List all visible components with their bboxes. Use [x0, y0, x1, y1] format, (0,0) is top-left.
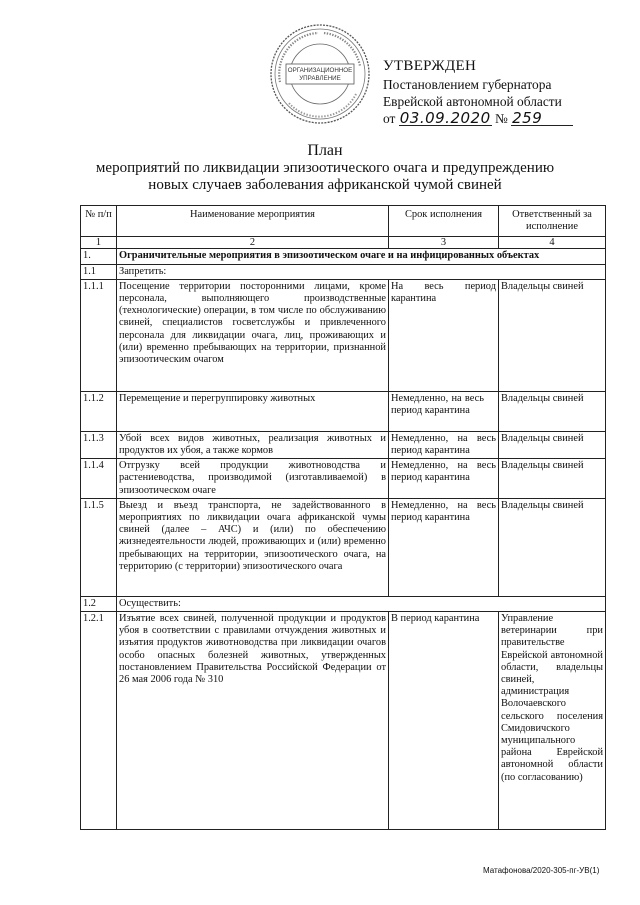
table-row	[81, 498, 606, 596]
number-sign: №	[494, 111, 508, 126]
row-responsible: Владельцы свиней	[499, 431, 606, 458]
row-responsible: Владельцы свиней	[499, 391, 606, 431]
row-num: 1.1.3	[81, 431, 117, 458]
row-name: Убой всех видов животных, реализация животных и продуктов их убоя, а также кормов	[117, 431, 389, 458]
row-term: Немедленно, на весь период карантина	[389, 391, 499, 431]
row-name: Посещение территории посторонними лицами, кроме персонала, выполняющего производственные (технологические) операции, в том числе по обслуживанию свиней, специалистов госветслужбы и привлеченного персонала для ликвидации очага, лиц, проживающих и (или) временно пребывающих на территории, признанной эпизоотическим очагом	[117, 279, 389, 391]
header-name: Наименование мероприятия	[117, 206, 389, 237]
table-row	[81, 264, 606, 279]
table-header-row	[81, 206, 606, 237]
approval-date: 03.09.2020	[399, 109, 491, 127]
row-responsible: Владельцы свиней	[499, 498, 606, 596]
table-row	[81, 391, 606, 431]
row-responsible: Владельцы свиней	[499, 279, 606, 391]
row-term: Немедленно, на весь период карантина	[389, 431, 499, 458]
header-num: № п/п	[81, 206, 117, 237]
row-num: 1.2	[81, 596, 117, 611]
table-row	[81, 459, 606, 499]
row-num: 1.1.5	[81, 498, 117, 596]
row-num: 1.1.4	[81, 459, 117, 499]
table-row	[81, 431, 606, 458]
table-row	[81, 249, 606, 264]
row-name: Отгрузку всей продукции животноводства и растениеводства, производимой (изготавливаемой) в эпизоотическом очаге	[117, 459, 389, 499]
header-term: Срок исполнения	[389, 206, 499, 237]
row-num: 1.2.1	[81, 612, 117, 830]
col-number: 2	[117, 237, 389, 249]
heading-subtitle-line1: мероприятий по ликвидации эпизоотического очага и предупреждению	[95, 160, 555, 176]
row-num: 1.1.2	[81, 391, 117, 431]
stamp-line1: ОРГАНИЗАЦИОННОЕ	[287, 67, 353, 74]
row-name: Изъятие всех свиней, полученной продукции и продуктов убоя в соответствии с правилами отчуждения животных и изъятия продуктов животноводства при ликвидации очагов особо опасных болезней животных, утвержденных постановлением Правительства Российской Федерации от 26 мая 2006 года № 310	[117, 612, 389, 830]
column-numbers-row	[81, 237, 606, 249]
official-stamp-icon	[268, 22, 372, 126]
heading-title: План	[307, 142, 343, 159]
col-number: 3	[389, 237, 499, 249]
row-subsection-title: Осуществить:	[117, 596, 606, 611]
row-term: На весь период карантина	[389, 279, 499, 391]
row-num: 1.1.1	[81, 279, 117, 391]
approval-date-line	[383, 110, 623, 127]
plan-table	[80, 205, 606, 830]
row-term: Немедленно, на весь период карантина	[389, 459, 499, 499]
row-num: 1.1	[81, 264, 117, 279]
row-name: Перемещение и перегруппировку животных	[117, 391, 389, 431]
approval-title: УТВЕРЖДЕН	[383, 58, 477, 74]
header-responsible: Ответственный за исполнение	[499, 206, 606, 237]
row-responsible: Владельцы свиней	[499, 459, 606, 499]
row-subsection-title: Запретить:	[117, 264, 606, 279]
heading-subtitle-line2: новых случаев заболевания африканской чумой свиней	[148, 177, 502, 193]
date-prefix: от	[383, 111, 396, 126]
col-number: 4	[499, 237, 606, 249]
table-row	[81, 612, 606, 830]
approval-block	[383, 58, 623, 127]
row-responsible: Управление ветеринарии при правительстве Еврейской автономной области, владельцы свиней, администрация Волочаевского сельского поселения Смидовичского муниципального района Еврейской автономной области (по согласованию)	[499, 612, 606, 830]
table-row	[81, 596, 606, 611]
row-num: 1.	[81, 249, 117, 264]
row-term: В период карантина	[389, 612, 499, 830]
footer-code: Матафонова/2020-305-пг-УВ(1)	[483, 866, 600, 875]
row-section-title: Ограничительные мероприятия в эпизоотическом очаге и на инфицированных объектах	[117, 249, 606, 264]
row-term: Немедленно, на весь период карантина	[389, 498, 499, 596]
document-heading	[80, 142, 570, 194]
col-number: 1	[81, 237, 117, 249]
row-name: Выезд и въезд транспорта, не задействованного в мероприятиях по ликвидации очага африканской чумы свиней (далее – АЧС) и (или) по обеспечению жизнедеятельности людей, проживающих и (или) временно пребывающих на территории, эпизоотического очага, на территорию (с территории) эпизоотического очага	[117, 498, 389, 596]
stamp-line2: УПРАВЛЕНИЕ	[299, 75, 341, 82]
approval-line1: Постановлением губернатора	[383, 77, 552, 92]
approval-line2: Еврейской автономной области	[383, 94, 562, 109]
approval-number: 259	[511, 111, 573, 126]
table-row	[81, 279, 606, 391]
